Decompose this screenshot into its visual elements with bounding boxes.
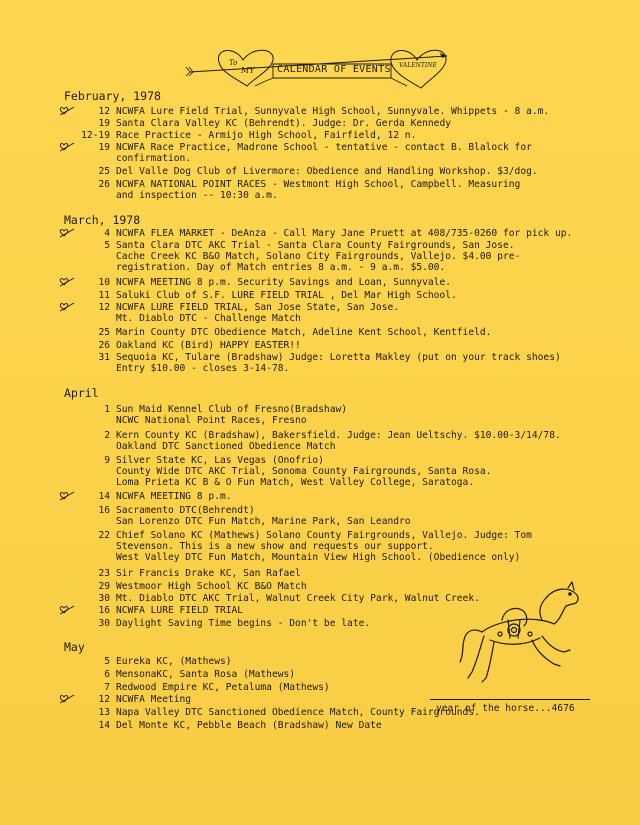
event-day: 31 bbox=[98, 352, 110, 363]
event-day: 2 bbox=[104, 430, 110, 441]
event-text: NCWFA MEETING 8 p.m. Security Savings and Loan, Sunnyvale. bbox=[116, 277, 452, 288]
event-day: 14 bbox=[98, 491, 110, 502]
event-day: 5 bbox=[104, 240, 110, 251]
event-day: 6 bbox=[104, 669, 110, 680]
event-text: Sun Maid Kennel Club of Fresno(Bradshaw) NCWC National Point Races, Fresno bbox=[116, 404, 348, 427]
heart-right-text: VALENTINE bbox=[399, 62, 437, 69]
month-heading: April bbox=[64, 386, 99, 400]
heart-left-small-text: To bbox=[229, 59, 238, 67]
event-day: 30 bbox=[98, 618, 110, 629]
calendar-banner bbox=[185, 42, 450, 94]
event-text: Sequoia KC, Tulare (Bradshaw) Judge: Loretta Makley (put on your track shoes) Entry $10.00 - closes 3-14-78. bbox=[116, 352, 561, 375]
month-heading: February, 1978 bbox=[64, 89, 161, 103]
event-text: MensonaKC, Santa Rosa (Mathews) bbox=[116, 669, 296, 680]
event-text: NCWFA MEETING 8 p.m. bbox=[116, 491, 232, 502]
event-text: Mt. Diablo DTC AKC Trial, Walnut Creek City Park, Walnut Creek. bbox=[116, 593, 480, 604]
event-text: Marin County DTC Obedience Match, Adeline Kent School, Kentfield. bbox=[116, 327, 492, 338]
event-day: 23 bbox=[98, 568, 110, 579]
event-text: Silver State KC, Las Vegas (Onofrio) County Wide DTC AKC Trial, Sonoma County Fairgrounds, Santa Rosa. Loma Prieta KC B & O Fun Match, West Valley College, Saratoga. bbox=[116, 455, 492, 489]
event-day: 16 bbox=[98, 505, 110, 516]
event-day: 1 bbox=[104, 404, 110, 415]
event-day: 19 bbox=[98, 142, 110, 153]
event-text: Napa Valley DTC Sanctioned Obedience Match, County Fairgrounds. bbox=[116, 707, 480, 718]
event-day: 19 bbox=[98, 118, 110, 129]
event-day: 22 bbox=[98, 530, 110, 541]
event-text: NCWFA Lure Field Trial, Sunnyvale High School, Sunnyvale. Whippets - 8 a.m. bbox=[116, 106, 550, 117]
event-day: 14 bbox=[98, 720, 110, 731]
event-day: 30 bbox=[98, 593, 110, 604]
event-text: Santa Clara Valley KC (Behrendt). Judge: Dr. Gerda Kennedy bbox=[116, 118, 452, 129]
event-text: NCWFA FLEA MARKET - DeAnza - Call Mary Jane Pruett at 408/735-0260 for pick up. bbox=[116, 228, 573, 239]
event-text: Oakland KC (Bird) HAPPY EASTER!! bbox=[116, 340, 301, 351]
event-day: 26 bbox=[98, 340, 110, 351]
event-text: NCWFA Meeting bbox=[116, 694, 192, 705]
event-day: 12 bbox=[98, 302, 110, 313]
event-text: NCWFA NATIONAL POINT RACES - Westmont High School, Campbell. Measuring and inspection -- 10:30 a.m. bbox=[116, 179, 521, 202]
event-text: NCWFA LURE FIELD TRIAL, San Jose State, San Jose. Mt. Diablo DTC - Challenge Match bbox=[116, 302, 400, 325]
event-text: Santa Clara DTC AKC Trial - Santa Clara County Fairgrounds, San Jose. Cache Creek KC B&O Match, Solano City Fairgrounds, Vallejo. $4.00 pre- registration. Day of Match entries 8 a.m. - 9 a.m. $5.00. bbox=[116, 240, 521, 274]
event-text: Kern County KC (Bradshaw), Bakersfield. Judge: Jean Ueltschy. $10.00-3/14/78. Oakland DTC Sanctioned Obedience Match bbox=[116, 430, 561, 453]
horse-illustration-icon bbox=[450, 580, 590, 690]
event-text: Redwood Empire KC, Petaluma (Mathews) bbox=[116, 682, 330, 693]
horse-caption: year of the horse...4676 bbox=[436, 703, 575, 714]
event-text: Saluki Club of S.F. LURE FIELD TRIAL , Del Mar High School. bbox=[116, 290, 457, 301]
event-text: Daylight Saving Time begins - Don't be late. bbox=[116, 618, 371, 629]
event-day: 10 bbox=[98, 277, 110, 288]
event-day: 29 bbox=[98, 581, 110, 592]
event-text: Race Practice - Armijo High School, Fairfield, 12 n. bbox=[116, 130, 417, 141]
event-text: Del Valle Dog Club of Livermore: Obedience and Handling Workshop. $3/dog. bbox=[116, 166, 538, 177]
event-day: 5 bbox=[104, 656, 110, 667]
event-text: Del Monte KC, Pebble Beach (Bradshaw) New Date bbox=[116, 720, 382, 731]
event-day: 13 bbox=[98, 707, 110, 718]
month-heading: May bbox=[64, 640, 85, 654]
event-day: 25 bbox=[98, 327, 110, 338]
event-text: NCWFA LURE FIELD TRIAL bbox=[116, 605, 244, 616]
event-day: 9 bbox=[104, 455, 110, 466]
event-text: Sacramento DTC(Behrendt) San Lorenzo DTC Fun Match, Marine Park, San Leandro bbox=[116, 505, 411, 528]
event-day: 11 bbox=[98, 290, 110, 301]
month-heading: March, 1978 bbox=[64, 213, 141, 227]
event-text: Chief Solano KC (Mathews) Solano County Fairgrounds, Vallejo. Judge: Tom Stevenson. This is a new show and requests our support. West Valley DTC Fun Match, Mountain View High School. (Obedience only) bbox=[116, 530, 532, 564]
event-day: 12 bbox=[98, 106, 110, 117]
divider-line bbox=[430, 699, 590, 700]
event-text: Eureka KC, (Mathews) bbox=[116, 656, 232, 667]
event-text: Sir Francis Drake KC, San Rafael bbox=[116, 568, 301, 579]
event-text: Westmoor High School KC B&O Match bbox=[116, 581, 307, 592]
event-day: 25 bbox=[98, 166, 110, 177]
event-day: 12-19 bbox=[81, 130, 110, 141]
heart-left-text: MY bbox=[241, 66, 255, 75]
page-title: CALENDAR OF EVENTS bbox=[277, 64, 391, 75]
event-day: 7 bbox=[104, 682, 110, 693]
event-day: 26 bbox=[98, 179, 110, 190]
event-day: 12 bbox=[98, 694, 110, 705]
event-text: NCWFA Race Practice, Madrone School - tentative - contact B. Blalock for confirmation. bbox=[116, 142, 532, 165]
event-day: 16 bbox=[98, 605, 110, 616]
event-day: 4 bbox=[104, 228, 110, 239]
